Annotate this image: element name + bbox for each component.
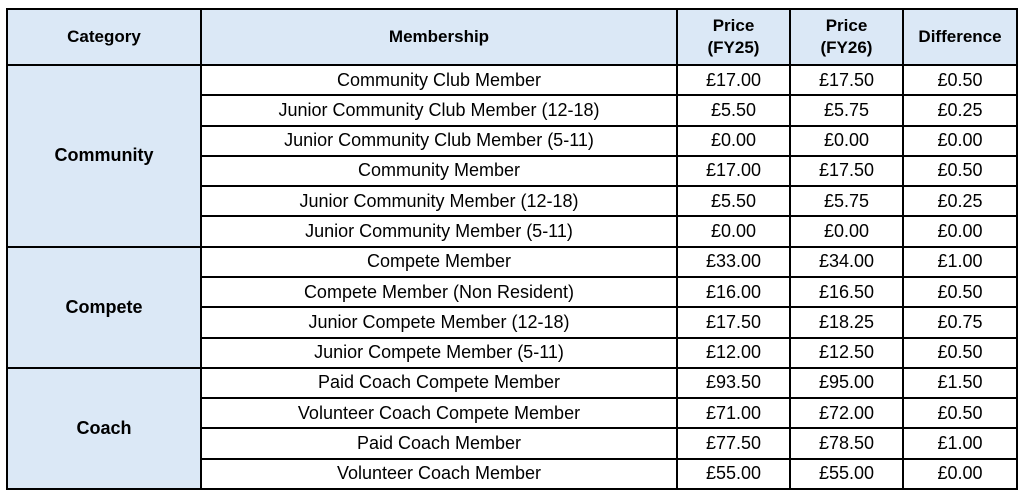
- price-fy25-cell: £93.50: [677, 368, 790, 398]
- difference-cell: £0.00: [903, 126, 1017, 156]
- table-row: [7, 247, 1017, 277]
- price-fy26-cell: £12.50: [790, 338, 903, 368]
- membership-cell: Volunteer Coach Member: [201, 459, 677, 489]
- difference-cell: £0.00: [903, 216, 1017, 246]
- price-fy26-cell: £0.00: [790, 126, 903, 156]
- membership-cell: Junior Community Member (12-18): [201, 186, 677, 216]
- difference-cell: £1.50: [903, 368, 1017, 398]
- table-row: [7, 65, 1017, 95]
- category-cell: Community: [7, 65, 201, 247]
- difference-cell: £0.50: [903, 156, 1017, 186]
- header-price-fy25: [677, 9, 790, 65]
- price-fy26-cell: £16.50: [790, 277, 903, 307]
- membership-cell: Community Club Member: [201, 65, 677, 95]
- difference-cell: £0.75: [903, 307, 1017, 337]
- header-price-fy26-line2: (FY26): [820, 38, 873, 57]
- header-category: Category: [7, 9, 201, 65]
- difference-cell: £1.00: [903, 428, 1017, 458]
- difference-cell: £0.25: [903, 95, 1017, 125]
- price-fy25-cell: £12.00: [677, 338, 790, 368]
- price-fy25-cell: £16.00: [677, 277, 790, 307]
- membership-cell: Community Member: [201, 156, 677, 186]
- difference-cell: £1.00: [903, 247, 1017, 277]
- table-header: [7, 9, 1017, 65]
- price-fy25-cell: £17.00: [677, 156, 790, 186]
- membership-cell: Volunteer Coach Compete Member: [201, 398, 677, 428]
- header-price-fy25-line1: Price: [712, 16, 755, 35]
- difference-cell: £0.50: [903, 277, 1017, 307]
- header-difference: Difference: [903, 9, 1017, 65]
- price-fy26-cell: £18.25: [790, 307, 903, 337]
- price-fy25-cell: £5.50: [677, 95, 790, 125]
- header-membership: Membership: [201, 9, 677, 65]
- membership-cell: Paid Coach Member: [201, 428, 677, 458]
- price-fy26-cell: £5.75: [790, 186, 903, 216]
- membership-cell: Junior Compete Member (12-18): [201, 307, 677, 337]
- membership-cell: Junior Compete Member (5-11): [201, 338, 677, 368]
- difference-cell: £0.50: [903, 398, 1017, 428]
- price-fy25-cell: £5.50: [677, 186, 790, 216]
- header-row: [7, 9, 1017, 65]
- price-fy26-cell: £95.00: [790, 368, 903, 398]
- price-fy26-cell: £17.50: [790, 156, 903, 186]
- price-fy26-cell: £34.00: [790, 247, 903, 277]
- price-fy25-cell: £55.00: [677, 459, 790, 489]
- difference-cell: £0.00: [903, 459, 1017, 489]
- header-price-fy25-line2: (FY25): [707, 38, 760, 57]
- price-fy25-cell: £0.00: [677, 216, 790, 246]
- price-fy25-cell: £77.50: [677, 428, 790, 458]
- membership-price-table: [6, 8, 1018, 490]
- price-fy25-cell: £0.00: [677, 126, 790, 156]
- category-cell: Coach: [7, 368, 201, 489]
- table-body: [7, 65, 1017, 489]
- price-fy26-cell: £0.00: [790, 216, 903, 246]
- price-fy26-cell: £5.75: [790, 95, 903, 125]
- header-price-fy26-line1: Price: [825, 16, 868, 35]
- difference-cell: £0.25: [903, 186, 1017, 216]
- category-cell: Compete: [7, 247, 201, 368]
- membership-cell: Junior Community Member (5-11): [201, 216, 677, 246]
- header-price-fy26: [790, 9, 903, 65]
- membership-cell: Paid Coach Compete Member: [201, 368, 677, 398]
- price-fy26-cell: £55.00: [790, 459, 903, 489]
- price-fy26-cell: £72.00: [790, 398, 903, 428]
- price-fy25-cell: £71.00: [677, 398, 790, 428]
- price-fy26-cell: £78.50: [790, 428, 903, 458]
- table-row: [7, 368, 1017, 398]
- price-fy25-cell: £17.00: [677, 65, 790, 95]
- membership-cell: Junior Community Club Member (12-18): [201, 95, 677, 125]
- difference-cell: £0.50: [903, 338, 1017, 368]
- price-fy25-cell: £33.00: [677, 247, 790, 277]
- membership-cell: Junior Community Club Member (5-11): [201, 126, 677, 156]
- price-fy26-cell: £17.50: [790, 65, 903, 95]
- price-fy25-cell: £17.50: [677, 307, 790, 337]
- difference-cell: £0.50: [903, 65, 1017, 95]
- membership-cell: Compete Member: [201, 247, 677, 277]
- membership-cell: Compete Member (Non Resident): [201, 277, 677, 307]
